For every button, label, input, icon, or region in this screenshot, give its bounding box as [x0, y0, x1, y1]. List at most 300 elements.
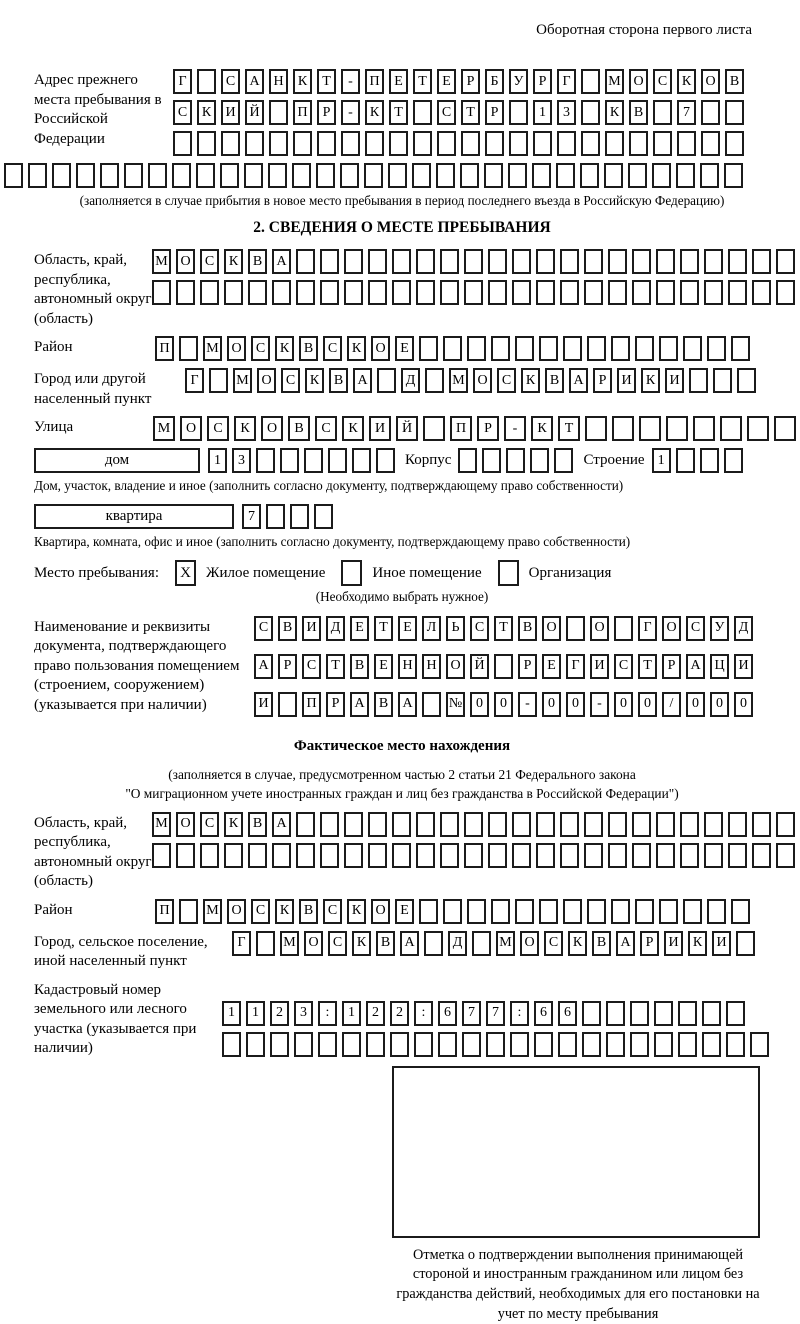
char-box[interactable]: П [450, 416, 472, 441]
char-box[interactable]: Р [485, 100, 504, 125]
char-box[interactable] [512, 249, 531, 274]
char-box[interactable] [731, 336, 750, 361]
char-box[interactable] [776, 249, 795, 274]
char-box[interactable] [244, 163, 263, 188]
char-box[interactable]: 0 [494, 692, 513, 717]
char-box[interactable]: И [369, 416, 391, 441]
char-box[interactable] [752, 812, 771, 837]
char-box[interactable] [512, 843, 531, 868]
char-box[interactable]: В [248, 249, 267, 274]
char-box[interactable] [587, 899, 606, 924]
char-box[interactable] [152, 280, 171, 305]
char-box[interactable]: М [496, 931, 515, 956]
char-box[interactable]: М [605, 69, 624, 94]
char-box[interactable]: М [280, 931, 299, 956]
char-box[interactable] [560, 280, 579, 305]
char-box[interactable]: А [272, 249, 291, 274]
char-box[interactable] [580, 163, 599, 188]
char-box[interactable]: № [446, 692, 465, 717]
char-box[interactable] [425, 368, 444, 393]
char-box[interactable] [608, 843, 627, 868]
char-box[interactable]: А [398, 692, 417, 717]
char-box[interactable] [320, 812, 339, 837]
char-box[interactable] [632, 812, 651, 837]
char-box[interactable]: Т [558, 416, 580, 441]
char-box[interactable] [728, 812, 747, 837]
stay-type-checkbox-residential[interactable] [175, 560, 196, 586]
char-box[interactable] [266, 504, 285, 529]
char-box[interactable]: Е [398, 616, 417, 641]
char-box[interactable] [630, 1001, 649, 1026]
char-box[interactable] [368, 843, 387, 868]
char-box[interactable] [584, 812, 603, 837]
char-box[interactable]: Т [494, 616, 513, 641]
char-box[interactable]: Е [542, 654, 561, 679]
char-box[interactable] [581, 131, 600, 156]
char-box[interactable]: И [734, 654, 753, 679]
char-box[interactable]: К [224, 249, 243, 274]
char-box[interactable] [608, 280, 627, 305]
char-box[interactable]: Ц [710, 654, 729, 679]
char-box[interactable]: А [616, 931, 635, 956]
char-box[interactable]: И [221, 100, 240, 125]
char-box[interactable]: Е [395, 899, 414, 924]
char-box[interactable] [752, 843, 771, 868]
char-box[interactable] [536, 249, 555, 274]
char-box[interactable] [304, 448, 323, 473]
char-box[interactable]: Н [398, 654, 417, 679]
char-box[interactable]: 0 [470, 692, 489, 717]
char-box[interactable]: Л [422, 616, 441, 641]
char-box[interactable]: М [449, 368, 468, 393]
char-box[interactable] [726, 1032, 745, 1057]
char-box[interactable] [278, 692, 297, 717]
char-box[interactable] [726, 1001, 745, 1026]
char-box[interactable] [440, 249, 459, 274]
char-box[interactable] [388, 163, 407, 188]
char-box[interactable] [635, 899, 654, 924]
char-box[interactable]: 1 [246, 1001, 265, 1026]
char-box[interactable] [488, 280, 507, 305]
char-box[interactable]: О [520, 931, 539, 956]
char-box[interactable]: 3 [232, 448, 251, 473]
char-box[interactable]: - [518, 692, 537, 717]
char-box[interactable] [700, 163, 719, 188]
char-box[interactable]: К [347, 336, 366, 361]
char-box[interactable] [557, 131, 576, 156]
char-box[interactable] [606, 1001, 625, 1026]
char-box[interactable] [364, 163, 383, 188]
char-box[interactable] [629, 131, 648, 156]
char-box[interactable]: К [352, 931, 371, 956]
char-box[interactable]: М [153, 416, 175, 441]
char-box[interactable] [482, 448, 501, 473]
char-box[interactable]: Е [389, 69, 408, 94]
char-box[interactable]: В [376, 931, 395, 956]
char-box[interactable] [632, 249, 651, 274]
char-box[interactable] [413, 131, 432, 156]
char-box[interactable]: 0 [542, 692, 561, 717]
char-box[interactable] [464, 843, 483, 868]
char-box[interactable] [632, 280, 651, 305]
char-box[interactable] [677, 131, 696, 156]
char-box[interactable]: И [665, 368, 684, 393]
char-box[interactable] [539, 899, 558, 924]
char-box[interactable]: Г [557, 69, 576, 94]
char-box[interactable] [776, 280, 795, 305]
char-box[interactable] [344, 249, 363, 274]
char-box[interactable]: С [653, 69, 672, 94]
char-box[interactable] [248, 280, 267, 305]
char-box[interactable] [460, 163, 479, 188]
char-box[interactable] [197, 131, 216, 156]
stay-type-checkbox-organization[interactable] [498, 560, 519, 586]
char-box[interactable] [316, 163, 335, 188]
char-box[interactable]: У [710, 616, 729, 641]
char-box[interactable] [656, 812, 675, 837]
char-box[interactable] [318, 1032, 337, 1057]
char-box[interactable]: В [299, 336, 318, 361]
char-box[interactable]: Т [326, 654, 345, 679]
char-box[interactable] [389, 131, 408, 156]
char-box[interactable] [268, 163, 287, 188]
char-box[interactable] [222, 1032, 241, 1057]
char-box[interactable]: К [305, 368, 324, 393]
char-box[interactable]: О [371, 336, 390, 361]
char-box[interactable]: О [257, 368, 276, 393]
char-box[interactable]: Й [396, 416, 418, 441]
char-box[interactable]: П [155, 899, 174, 924]
char-box[interactable]: К [641, 368, 660, 393]
char-box[interactable] [731, 899, 750, 924]
char-box[interactable] [390, 1032, 409, 1057]
char-box[interactable] [510, 1032, 529, 1057]
char-box[interactable]: С [302, 654, 321, 679]
char-box[interactable] [462, 1032, 481, 1057]
char-box[interactable] [488, 843, 507, 868]
char-box[interactable] [296, 249, 315, 274]
char-box[interactable]: 7 [462, 1001, 481, 1026]
char-box[interactable]: В [350, 654, 369, 679]
char-box[interactable] [488, 812, 507, 837]
char-box[interactable] [707, 899, 726, 924]
stay-type-checkbox-other[interactable] [341, 560, 362, 586]
char-box[interactable] [494, 654, 513, 679]
char-box[interactable]: Т [461, 100, 480, 125]
char-box[interactable]: В [518, 616, 537, 641]
char-box[interactable]: К [342, 416, 364, 441]
char-box[interactable]: О [542, 616, 561, 641]
char-box[interactable] [654, 1032, 673, 1057]
char-box[interactable] [632, 843, 651, 868]
char-box[interactable]: И [254, 692, 273, 717]
char-box[interactable]: О [227, 336, 246, 361]
char-box[interactable]: К [275, 899, 294, 924]
char-box[interactable]: Т [389, 100, 408, 125]
char-box[interactable]: С [614, 654, 633, 679]
char-box[interactable]: И [664, 931, 683, 956]
char-box[interactable] [224, 843, 243, 868]
char-box[interactable] [486, 1032, 505, 1057]
char-box[interactable]: О [590, 616, 609, 641]
char-box[interactable]: О [180, 416, 202, 441]
char-box[interactable] [605, 131, 624, 156]
char-box[interactable] [680, 812, 699, 837]
char-box[interactable] [752, 280, 771, 305]
char-box[interactable]: В [299, 899, 318, 924]
char-box[interactable] [720, 416, 742, 441]
char-box[interactable] [584, 280, 603, 305]
char-box[interactable] [272, 843, 291, 868]
char-box[interactable] [344, 812, 363, 837]
char-box[interactable] [197, 69, 216, 94]
char-box[interactable]: С [315, 416, 337, 441]
char-box[interactable]: К [224, 812, 243, 837]
char-box[interactable] [680, 843, 699, 868]
char-box[interactable]: Е [437, 69, 456, 94]
char-box[interactable]: А [353, 368, 372, 393]
char-box[interactable] [52, 163, 71, 188]
char-box[interactable] [725, 100, 744, 125]
char-box[interactable]: С [470, 616, 489, 641]
char-box[interactable] [376, 448, 395, 473]
char-box[interactable]: Е [350, 616, 369, 641]
char-box[interactable]: Й [470, 654, 489, 679]
char-box[interactable] [554, 448, 573, 473]
char-box[interactable] [176, 843, 195, 868]
char-box[interactable] [680, 249, 699, 274]
char-box[interactable]: Б [485, 69, 504, 94]
char-box[interactable] [750, 1032, 769, 1057]
char-box[interactable] [484, 163, 503, 188]
char-box[interactable] [341, 131, 360, 156]
char-box[interactable] [702, 1001, 721, 1026]
char-box[interactable] [614, 616, 633, 641]
char-box[interactable]: 0 [734, 692, 753, 717]
char-box[interactable] [256, 448, 275, 473]
char-box[interactable] [608, 812, 627, 837]
char-box[interactable] [440, 812, 459, 837]
char-box[interactable]: П [302, 692, 321, 717]
char-box[interactable]: А [400, 931, 419, 956]
char-box[interactable]: - [341, 69, 360, 94]
char-box[interactable] [676, 163, 695, 188]
char-box[interactable] [293, 131, 312, 156]
char-box[interactable]: О [176, 812, 195, 837]
char-box[interactable]: М [203, 899, 222, 924]
char-box[interactable] [440, 843, 459, 868]
char-box[interactable] [512, 280, 531, 305]
char-box[interactable] [560, 843, 579, 868]
char-box[interactable]: - [590, 692, 609, 717]
char-box[interactable]: 0 [614, 692, 633, 717]
char-box[interactable] [392, 812, 411, 837]
char-box[interactable]: - [341, 100, 360, 125]
char-box[interactable]: 3 [557, 100, 576, 125]
char-box[interactable] [196, 163, 215, 188]
char-box[interactable] [533, 131, 552, 156]
char-box[interactable] [536, 812, 555, 837]
char-box[interactable] [342, 1032, 361, 1057]
char-box[interactable] [654, 1001, 673, 1026]
char-box[interactable]: А [569, 368, 588, 393]
char-box[interactable] [464, 249, 483, 274]
char-box[interactable]: 0 [566, 692, 585, 717]
char-box[interactable]: И [617, 368, 636, 393]
char-box[interactable]: О [176, 249, 195, 274]
char-box[interactable] [344, 280, 363, 305]
char-box[interactable] [176, 280, 195, 305]
char-box[interactable] [678, 1001, 697, 1026]
char-box[interactable] [458, 448, 477, 473]
char-box[interactable] [485, 131, 504, 156]
char-box[interactable] [584, 843, 603, 868]
char-box[interactable] [413, 100, 432, 125]
char-box[interactable]: П [293, 100, 312, 125]
char-box[interactable] [515, 336, 534, 361]
char-box[interactable]: К [234, 416, 256, 441]
char-box[interactable] [585, 416, 607, 441]
char-box[interactable]: Р [278, 654, 297, 679]
char-box[interactable] [272, 280, 291, 305]
char-box[interactable]: О [304, 931, 323, 956]
char-box[interactable] [179, 336, 198, 361]
char-box[interactable] [702, 1032, 721, 1057]
char-box[interactable] [532, 163, 551, 188]
char-box[interactable] [148, 163, 167, 188]
char-box[interactable] [320, 843, 339, 868]
char-box[interactable]: В [545, 368, 564, 393]
char-box[interactable] [704, 280, 723, 305]
char-box[interactable]: Д [401, 368, 420, 393]
char-box[interactable] [416, 812, 435, 837]
char-box[interactable] [296, 843, 315, 868]
char-box[interactable] [461, 131, 480, 156]
char-box[interactable] [752, 249, 771, 274]
char-box[interactable]: С [173, 100, 192, 125]
char-box[interactable] [491, 899, 510, 924]
char-box[interactable]: М [152, 812, 171, 837]
char-box[interactable] [566, 616, 585, 641]
char-box[interactable] [256, 931, 275, 956]
char-box[interactable] [515, 899, 534, 924]
char-box[interactable]: А [272, 812, 291, 837]
char-box[interactable]: С [686, 616, 705, 641]
char-box[interactable] [269, 100, 288, 125]
char-box[interactable] [737, 368, 756, 393]
char-box[interactable] [656, 280, 675, 305]
char-box[interactable]: К [275, 336, 294, 361]
char-box[interactable]: Е [374, 654, 393, 679]
char-box[interactable] [245, 131, 264, 156]
char-box[interactable]: 0 [686, 692, 705, 717]
char-box[interactable]: С [254, 616, 273, 641]
char-box[interactable]: Г [638, 616, 657, 641]
char-box[interactable] [270, 1032, 289, 1057]
char-box[interactable]: У [509, 69, 528, 94]
char-box[interactable] [587, 336, 606, 361]
char-box[interactable] [776, 812, 795, 837]
char-box[interactable]: О [261, 416, 283, 441]
char-box[interactable] [246, 1032, 265, 1057]
char-box[interactable] [512, 812, 531, 837]
char-box[interactable] [693, 416, 715, 441]
char-box[interactable] [152, 843, 171, 868]
char-box[interactable] [701, 100, 720, 125]
char-box[interactable] [701, 131, 720, 156]
char-box[interactable] [700, 448, 719, 473]
char-box[interactable]: В [248, 812, 267, 837]
char-box[interactable]: Г [185, 368, 204, 393]
char-box[interactable] [659, 899, 678, 924]
char-box[interactable]: : [510, 1001, 529, 1026]
char-box[interactable]: 7 [677, 100, 696, 125]
char-box[interactable]: Р [533, 69, 552, 94]
char-box[interactable] [581, 100, 600, 125]
char-box[interactable] [419, 899, 438, 924]
char-box[interactable] [582, 1032, 601, 1057]
char-box[interactable]: 1 [533, 100, 552, 125]
char-box[interactable] [412, 163, 431, 188]
char-box[interactable]: С [328, 931, 347, 956]
char-box[interactable]: И [590, 654, 609, 679]
char-box[interactable] [680, 280, 699, 305]
char-box[interactable]: Д [448, 931, 467, 956]
char-box[interactable] [656, 249, 675, 274]
char-box[interactable] [558, 1032, 577, 1057]
char-box[interactable] [536, 280, 555, 305]
char-box[interactable] [530, 448, 549, 473]
char-box[interactable] [280, 448, 299, 473]
char-box[interactable]: В [278, 616, 297, 641]
char-box[interactable]: М [203, 336, 222, 361]
char-box[interactable]: П [365, 69, 384, 94]
char-box[interactable] [689, 368, 708, 393]
char-box[interactable] [392, 249, 411, 274]
char-box[interactable] [635, 336, 654, 361]
char-box[interactable] [659, 336, 678, 361]
char-box[interactable] [467, 336, 486, 361]
char-box[interactable] [443, 336, 462, 361]
char-box[interactable]: О [701, 69, 720, 94]
char-box[interactable] [704, 812, 723, 837]
char-box[interactable]: Р [593, 368, 612, 393]
char-box[interactable]: О [473, 368, 492, 393]
char-box[interactable]: Н [422, 654, 441, 679]
char-box[interactable]: П [155, 336, 174, 361]
char-box[interactable]: К [688, 931, 707, 956]
char-box[interactable]: 1 [222, 1001, 241, 1026]
char-box[interactable]: С [251, 336, 270, 361]
char-box[interactable] [352, 448, 371, 473]
char-box[interactable] [724, 163, 743, 188]
char-box[interactable]: О [446, 654, 465, 679]
char-box[interactable]: 7 [486, 1001, 505, 1026]
char-box[interactable] [464, 812, 483, 837]
char-box[interactable] [608, 249, 627, 274]
char-box[interactable] [292, 163, 311, 188]
char-box[interactable]: В [329, 368, 348, 393]
char-box[interactable] [416, 280, 435, 305]
char-box[interactable] [368, 249, 387, 274]
char-box[interactable]: М [233, 368, 252, 393]
char-box[interactable]: С [251, 899, 270, 924]
char-box[interactable]: В [374, 692, 393, 717]
char-box[interactable] [438, 1032, 457, 1057]
char-box[interactable]: 0 [710, 692, 729, 717]
char-box[interactable]: Р [640, 931, 659, 956]
char-box[interactable] [582, 1001, 601, 1026]
